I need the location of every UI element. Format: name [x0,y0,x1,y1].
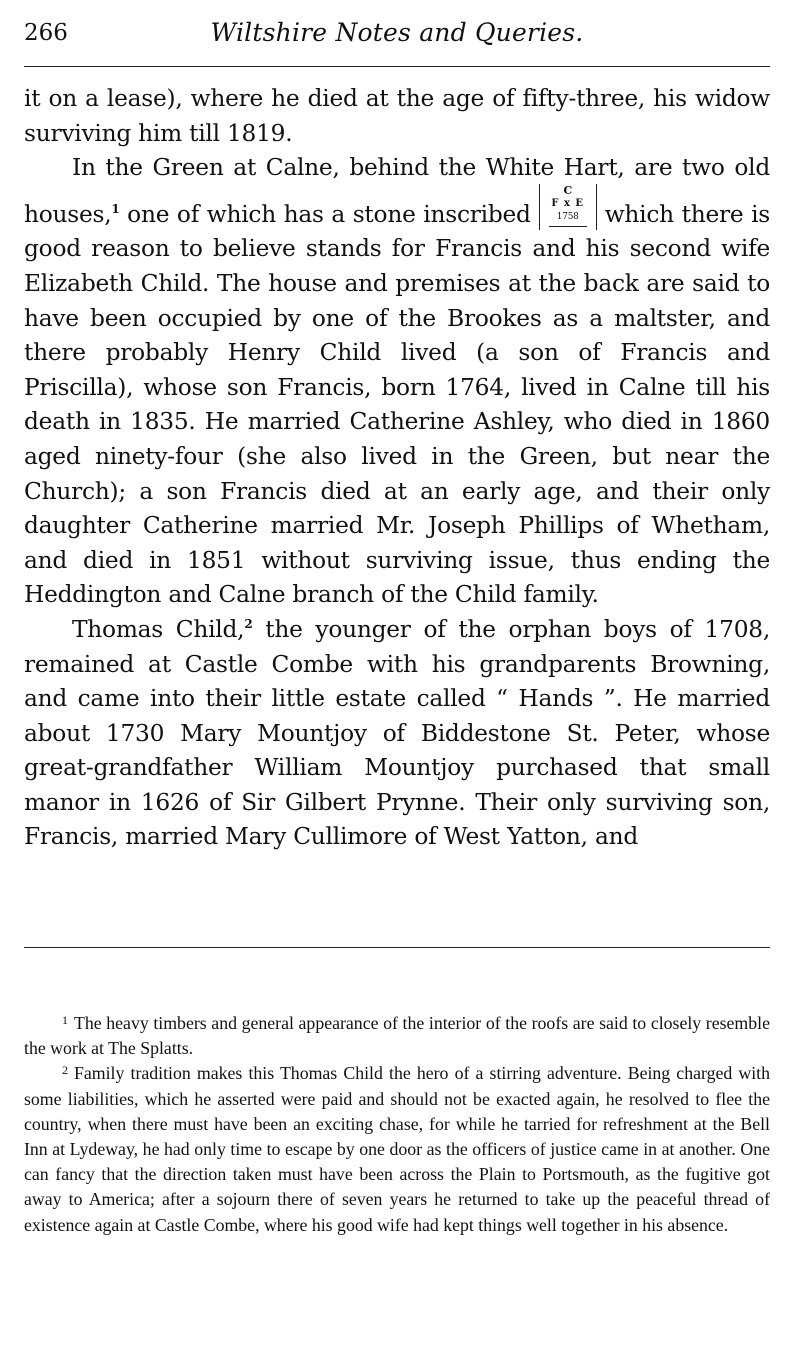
stone-middle-letters: F x E [551,197,585,209]
footnotes [24,1011,770,1238]
stone-year: 1758 [556,211,579,222]
running-title: Wiltshire Notes and Queries. [210,18,584,47]
page-number: 266 [24,20,68,46]
paragraph-2-start: In the Green at Calne, behind the White Hart, are two old houses, [24,154,770,228]
stone-top-letter: C [563,183,572,197]
paragraph-3 [24,613,770,855]
footnote-2-mark: 2 [62,1063,68,1078]
paragraph-2-rest: which there is good reason to believe stands for Francis and his second wife Elizabeth Child. The house and premises at the back are said to have been occupied by one of the Brookes as a maltster, and there probably Henry Child lived (a son of Francis and Priscilla), whose son Francis, born 1764, lived in Calne till his death in 1835. He married Catherine Ashley, who died in 1860 aged ninety-four (she also lived in the Green, but near the Church); a son Francis died at an early age, and their only daughter Catherine married Mr. Joseph Phillips of Whetham, and died in 1851 without surviving issue, thus ending the Heddington and Calne branch of the Child family. [24,200,770,609]
footnote-1 [24,1011,770,1061]
footnote-2-text: Family tradition makes this Thomas Child the hero of a stirring adventure. Being charged with some liabilities, which he asserted were paid and should not be exacted again, he resolved to flee the country, when there must have been an exciting chase, for while he tarried for refreshment at the Bell Inn at Lydeway, he had only time to escape by one door as the officers of justice came in at another. One can fancy that the direction taken must have been across the Plain to Portsmouth, as the fugitive got away to America; after a sojourn there of seven years he returned to take up the peaceful thread of existence again at Castle Combe, where his good wife had kept things well together in his absence. [24,1063,770,1235]
paragraph-3-rest: the younger of the orphan boys of 1708, remained at Castle Combe with his grandparents Browning, and came into their little estate called “ Hands ”. He married about 1730 Mary Mountjoy of Biddestone St. Peter, whose great-grandfather William Mountjoy purchased that small manor in 1626 of Sir Gilbert Prynne. Their only surviving son, Francis, married Mary Cullimore of West Yatton, and [24,615,771,851]
page-header [24,16,770,56]
document-page [24,0,770,1353]
footnote-rule [24,947,770,948]
body-text [24,82,770,855]
footnote-1-text: The heavy timbers and general appearance of the interior of the roofs are said to closely resemble the work at The Splatts. [24,1013,770,1059]
footnote-ref-2[interactable]: 2 [244,616,253,631]
header-rule [24,66,770,67]
paragraph-2 [24,151,770,613]
stone-inscription [537,183,599,228]
footnote-2 [24,1061,770,1237]
footnote-ref-1[interactable]: 1 [111,201,120,216]
paragraph-2-pre-stone: one of which has a stone inscribed [119,200,531,228]
paragraph-1: it on a lease), where he died at the age of fifty-three, his widow surviving him till 1819. [24,85,770,147]
footnote-1-mark: 1 [62,1013,68,1027]
paragraph-3-start: Thomas Child, [72,615,245,643]
